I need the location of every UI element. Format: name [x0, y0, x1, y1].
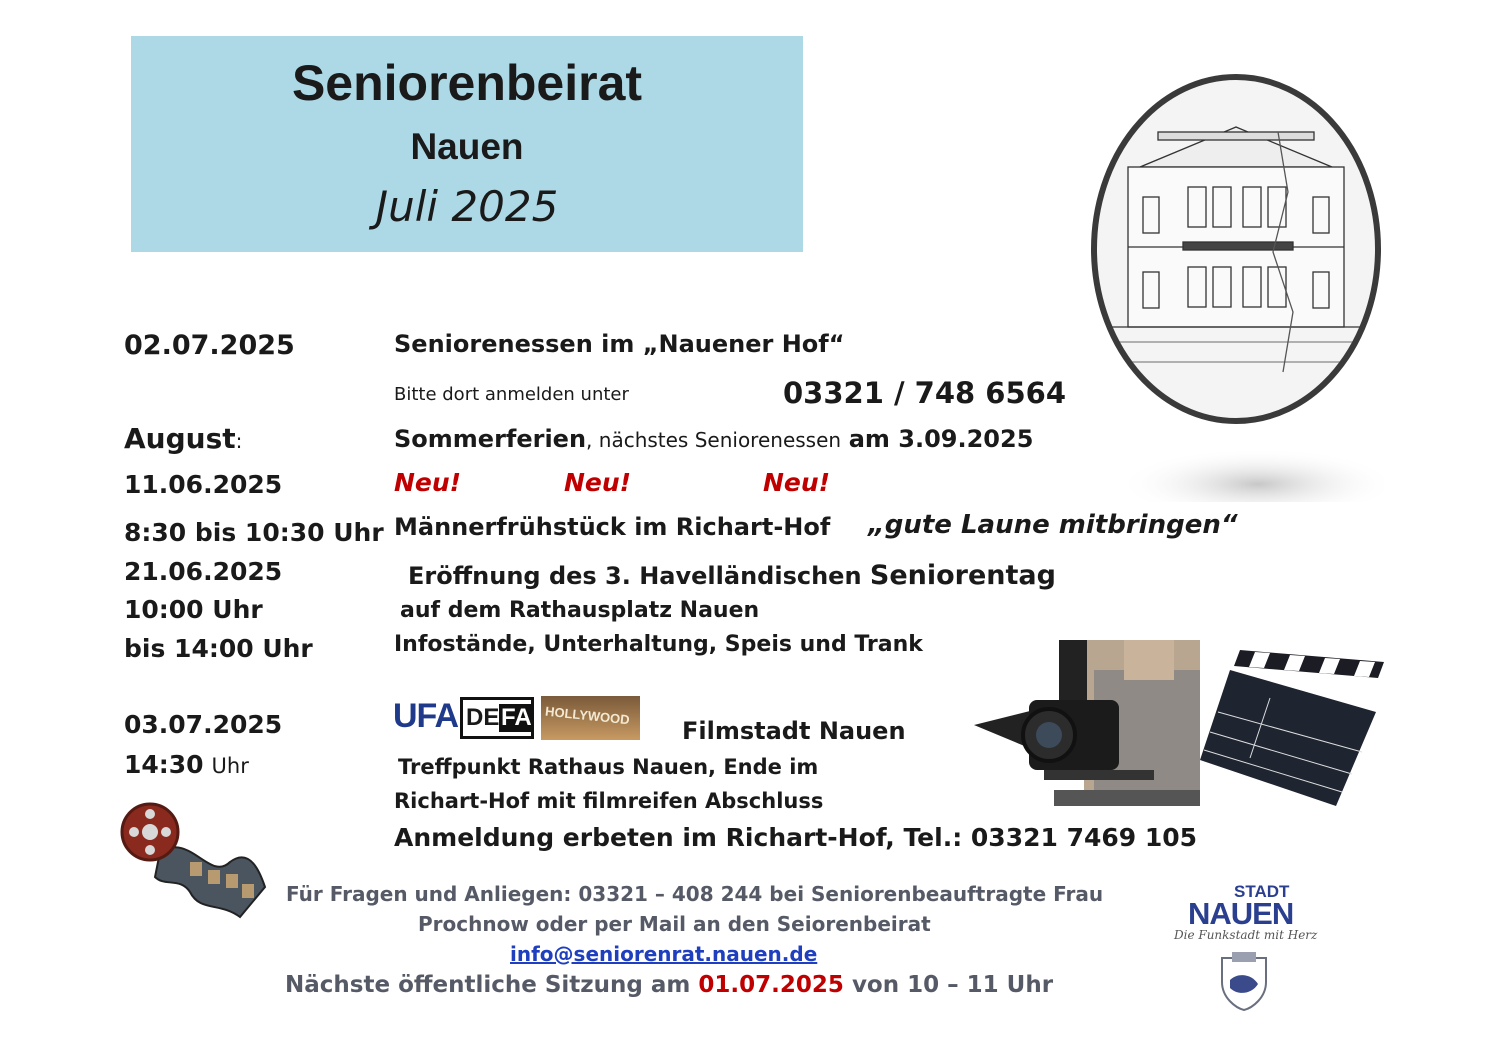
townhall-image: [1088, 72, 1384, 426]
stadt-nauen-logo: [1172, 880, 1318, 1016]
event3-date: 21.06.2025: [124, 557, 283, 586]
logo-nauen: NAUEN: [1188, 896, 1294, 931]
event1-date: 02.07.2025: [124, 330, 295, 361]
footer-contact-line1: Für Fragen und Anliegen: 03321 – 408 244 bei Seniorenbeauftragte Frau: [286, 882, 1104, 906]
event2-date: 11.06.2025: [124, 470, 283, 499]
event1-title: Seniorenessen im „Nauener Hof“: [394, 330, 845, 358]
august-text: Sommerferien, nächstes Seniorenessen am 3.09.2025: [394, 425, 1034, 453]
footer-email-link[interactable]: info@seniorenrat.nauen.de: [510, 942, 818, 966]
page-title: Seniorenbeirat: [291, 55, 643, 111]
event4-date: 03.07.2025: [124, 710, 283, 739]
event2-time: 8:30 bis 10:30 Uhr: [124, 518, 384, 547]
event2-title: Männerfrühstück im Richart-Hof: [394, 513, 831, 541]
event3-info: Infostände, Unterhaltung, Speis und Trank: [394, 632, 923, 657]
footer-meeting: Nächste öffentliche Sitzung am 01.07.2025 von 10 – 11 Uhr: [285, 972, 1054, 998]
event4-title: Filmstadt Nauen: [682, 717, 906, 745]
event3-time-end: bis 14:00 Uhr: [124, 634, 313, 663]
film-reel-image: [120, 792, 270, 920]
event4-time: 14:30 Uhr: [124, 750, 249, 779]
logo-slogan: Die Funkstadt mit Herz: [1174, 928, 1318, 942]
event4-line1: Treffpunkt Rathaus Nauen, Ende im: [398, 755, 819, 779]
event3-title: Eröffnung des 3. Havelländischen Seniorentag: [408, 560, 1056, 591]
new-badge-2: Neu!: [564, 468, 632, 497]
new-badge-3: Neu!: [763, 468, 831, 497]
defa-logo-fa: FA: [501, 704, 532, 731]
hollywood-logo-text: HOLLYWOOD: [544, 703, 631, 728]
defa-logo: [460, 697, 534, 739]
footer-contact-line2: Prochnow oder per Mail an den Seiorenbeirat: [418, 912, 931, 936]
logo-stadt: STADT: [1234, 882, 1290, 901]
header-box: [131, 36, 803, 252]
ufa-logo: UFA: [393, 697, 458, 735]
event3-place: auf dem Rathausplatz Nauen: [400, 598, 760, 623]
page-month: Juli 2025: [375, 182, 559, 231]
camera-image: [974, 640, 1200, 806]
defa-logo-de: DE: [466, 704, 500, 731]
new-badge-1: Neu!: [394, 468, 462, 497]
hollywood-logo: [541, 696, 640, 740]
august-label: August:: [124, 422, 243, 455]
clapperboard-image: [1200, 640, 1386, 810]
event3-time-start: 10:00 Uhr: [124, 595, 263, 624]
page-subtitle: Nauen: [410, 126, 524, 167]
event4-line2: Richart-Hof mit filmreifen Abschluss: [394, 789, 824, 813]
event4-registration: Anmeldung erbeten im Richart-Hof, Tel.: 03321 7469 105: [394, 823, 1198, 852]
event1-phone: 03321 / 748 6564: [783, 376, 1067, 410]
coat-of-arms-icon: [1212, 950, 1276, 1012]
event2-quote: „gute Laune mitbringen“: [868, 510, 1238, 540]
event1-note: Bitte dort anmelden unter: [394, 384, 629, 405]
